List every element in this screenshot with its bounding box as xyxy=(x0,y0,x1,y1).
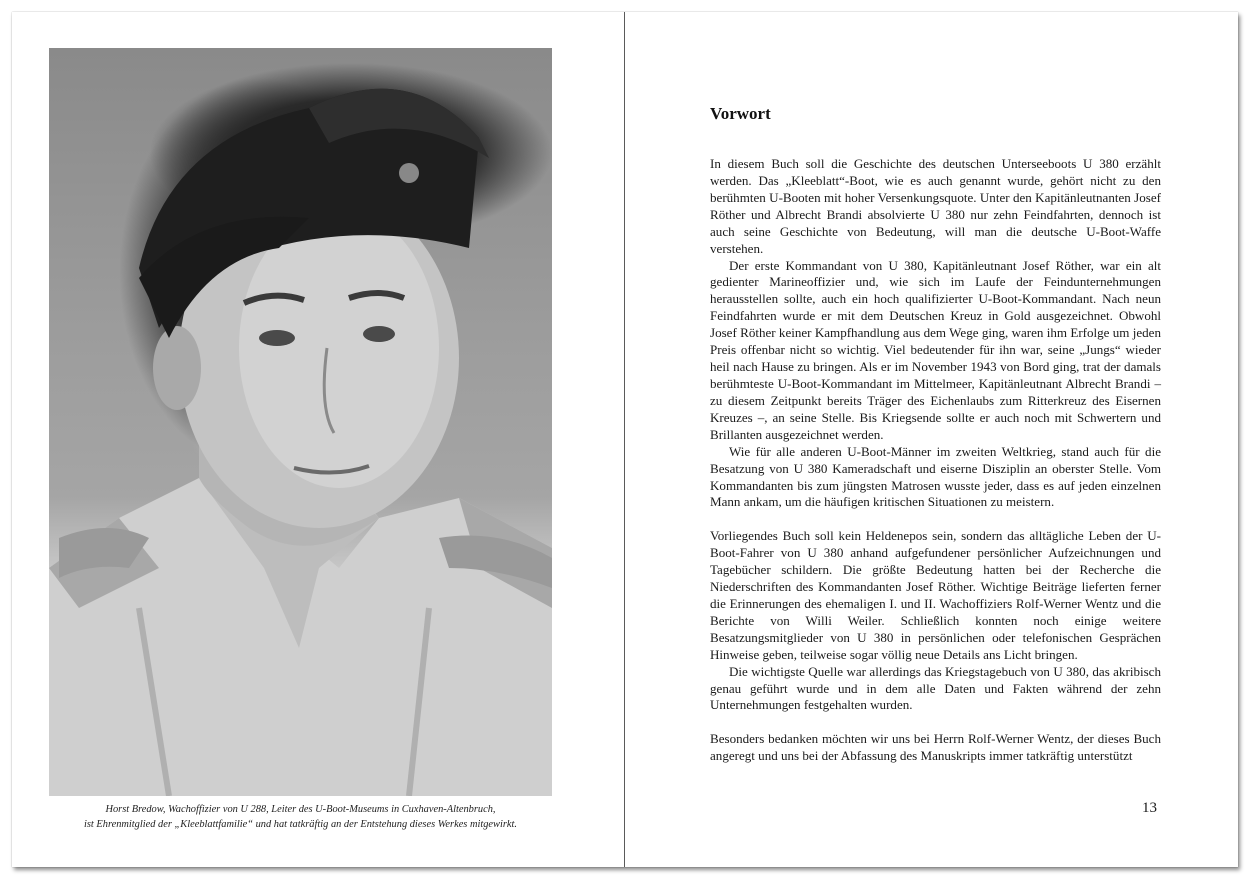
chapter-heading: Vorwort xyxy=(710,104,771,123)
paragraph-1: In diesem Buch soll die Geschichte des deutschen Unterseeboots U 380 erzählt werden. Das „Kleeblatt“-Boot, wie es auch genannt wurde, gehört nicht zu den berühmten U-Booten mit hoher Versenkungsquote. Unter den Kapitänleutnanten Josef Röther und Albrecht Brandi absolvierte U 380 nur zehn Feindfahrten, dennoch ist auch seine Geschichte von Bedeutung, will man die deutsche U-Boot-Waffe verstehen. xyxy=(710,156,1161,256)
right-page xyxy=(625,12,1238,867)
paragraph-5: Die wichtigste Quelle war allerdings das Kriegstagebuch von U 380, das akribisch genau geführt wurde und in dem alle Daten und Fakten während der zehn Unternehmungen festgehalten wurden. xyxy=(710,663,1161,713)
page-number: 13 xyxy=(1142,800,1157,816)
paragraph-3: Wie für alle anderen U-Boot-Männer im zweiten Weltkrieg, stand auch für die Besatzung von U 380 Kameradschaft und eiserne Disziplin an oberster Stelle. Vom Kommandanten bis zum jüngsten Matrosen wusste jeder, dass es auf jeden einzelnen Mann ankam, um die häufigen kritischen Situationen zu meistern. xyxy=(710,443,1161,510)
portrait-photo xyxy=(49,48,552,796)
caption-line-1: Horst Bredow, Wachoffizier von U 288, Leiter des U-Boot-Museums in Cuxhaven-Altenbruch, xyxy=(105,804,496,815)
paragraph-6: Besonders bedanken möchten wir uns bei Herrn Rolf-Werner Wentz, der dieses Buch angeregt und uns bei der Abfassung des Manuskripts immer tatkräftig unterstützt xyxy=(710,731,1161,764)
paragraph-2: Der erste Kommandant von U 380, Kapitänleutnant Josef Röther, war ein alt gedienter Marineoffizier und, wie sich im Laufe der Feindunternehmungen herausstellen sollte, auch ein hoch qualifizierter U-Boot-Kommandant. Nach neun Feindfahrten wurde er mit dem Deutschen Kreuz in Gold ausgezeichnet. Obwohl Josef Röther keiner Kampfhandlung aus dem Wege ging, waren ihm Erfolge um jeden Preis offenbar nicht so wichtig. Viel bedeutender für ihn war, seine „Jungs“ wieder heil nach Hause zu bringen. Als er im November 1943 von Bord ging, trat der damals berühmteste U-Boot-Kommandant im Mittelmeer, Kapitänleutnant Albrecht Brandi – zu diesem Zeitpunkt bereits Träger des Eichenlaubs zum Ritterkreuz des Eisernen Kreuzes –, an seine Stelle. Bis Kriegsende sollte er auch noch mit Schwertern und Brillanten ausgezeichnet werden. xyxy=(710,257,1161,442)
body-text xyxy=(710,156,1161,765)
paragraph-4: Vorliegendes Buch soll kein Heldenepos sein, sondern das alltägliche Leben der U-Boot-Fahrer von U 380 anhand aufgefundener persönlicher Aufzeichnungen und Tagebücher schildern. Die größte Bedeutung hatten bei der Recherche die Niederschriften des Kommandanten Josef Röther. Wichtige Beiträge lieferten ferner die Erinnerungen des ehemaligen I. und II. Wachoffiziers Rolf-Werner Wentz und die Berichte von Willi Weiler. Schließlich konnten noch einige weitere Besatzungsmitglieder von U 380 in persönlichen oder telefonischen Gesprächen Hinweise geben, teilweise sogar völlig neue Details ans Licht bringen. xyxy=(710,528,1161,662)
caption-line-2: ist Ehrenmitglied der „Kleeblattfamilie“ und hat tatkräftig an der Entstehung dieses Werkes mitgewirkt. xyxy=(83,819,517,830)
left-page xyxy=(12,12,624,867)
book-spread xyxy=(12,12,1238,867)
photo-caption xyxy=(49,802,552,832)
